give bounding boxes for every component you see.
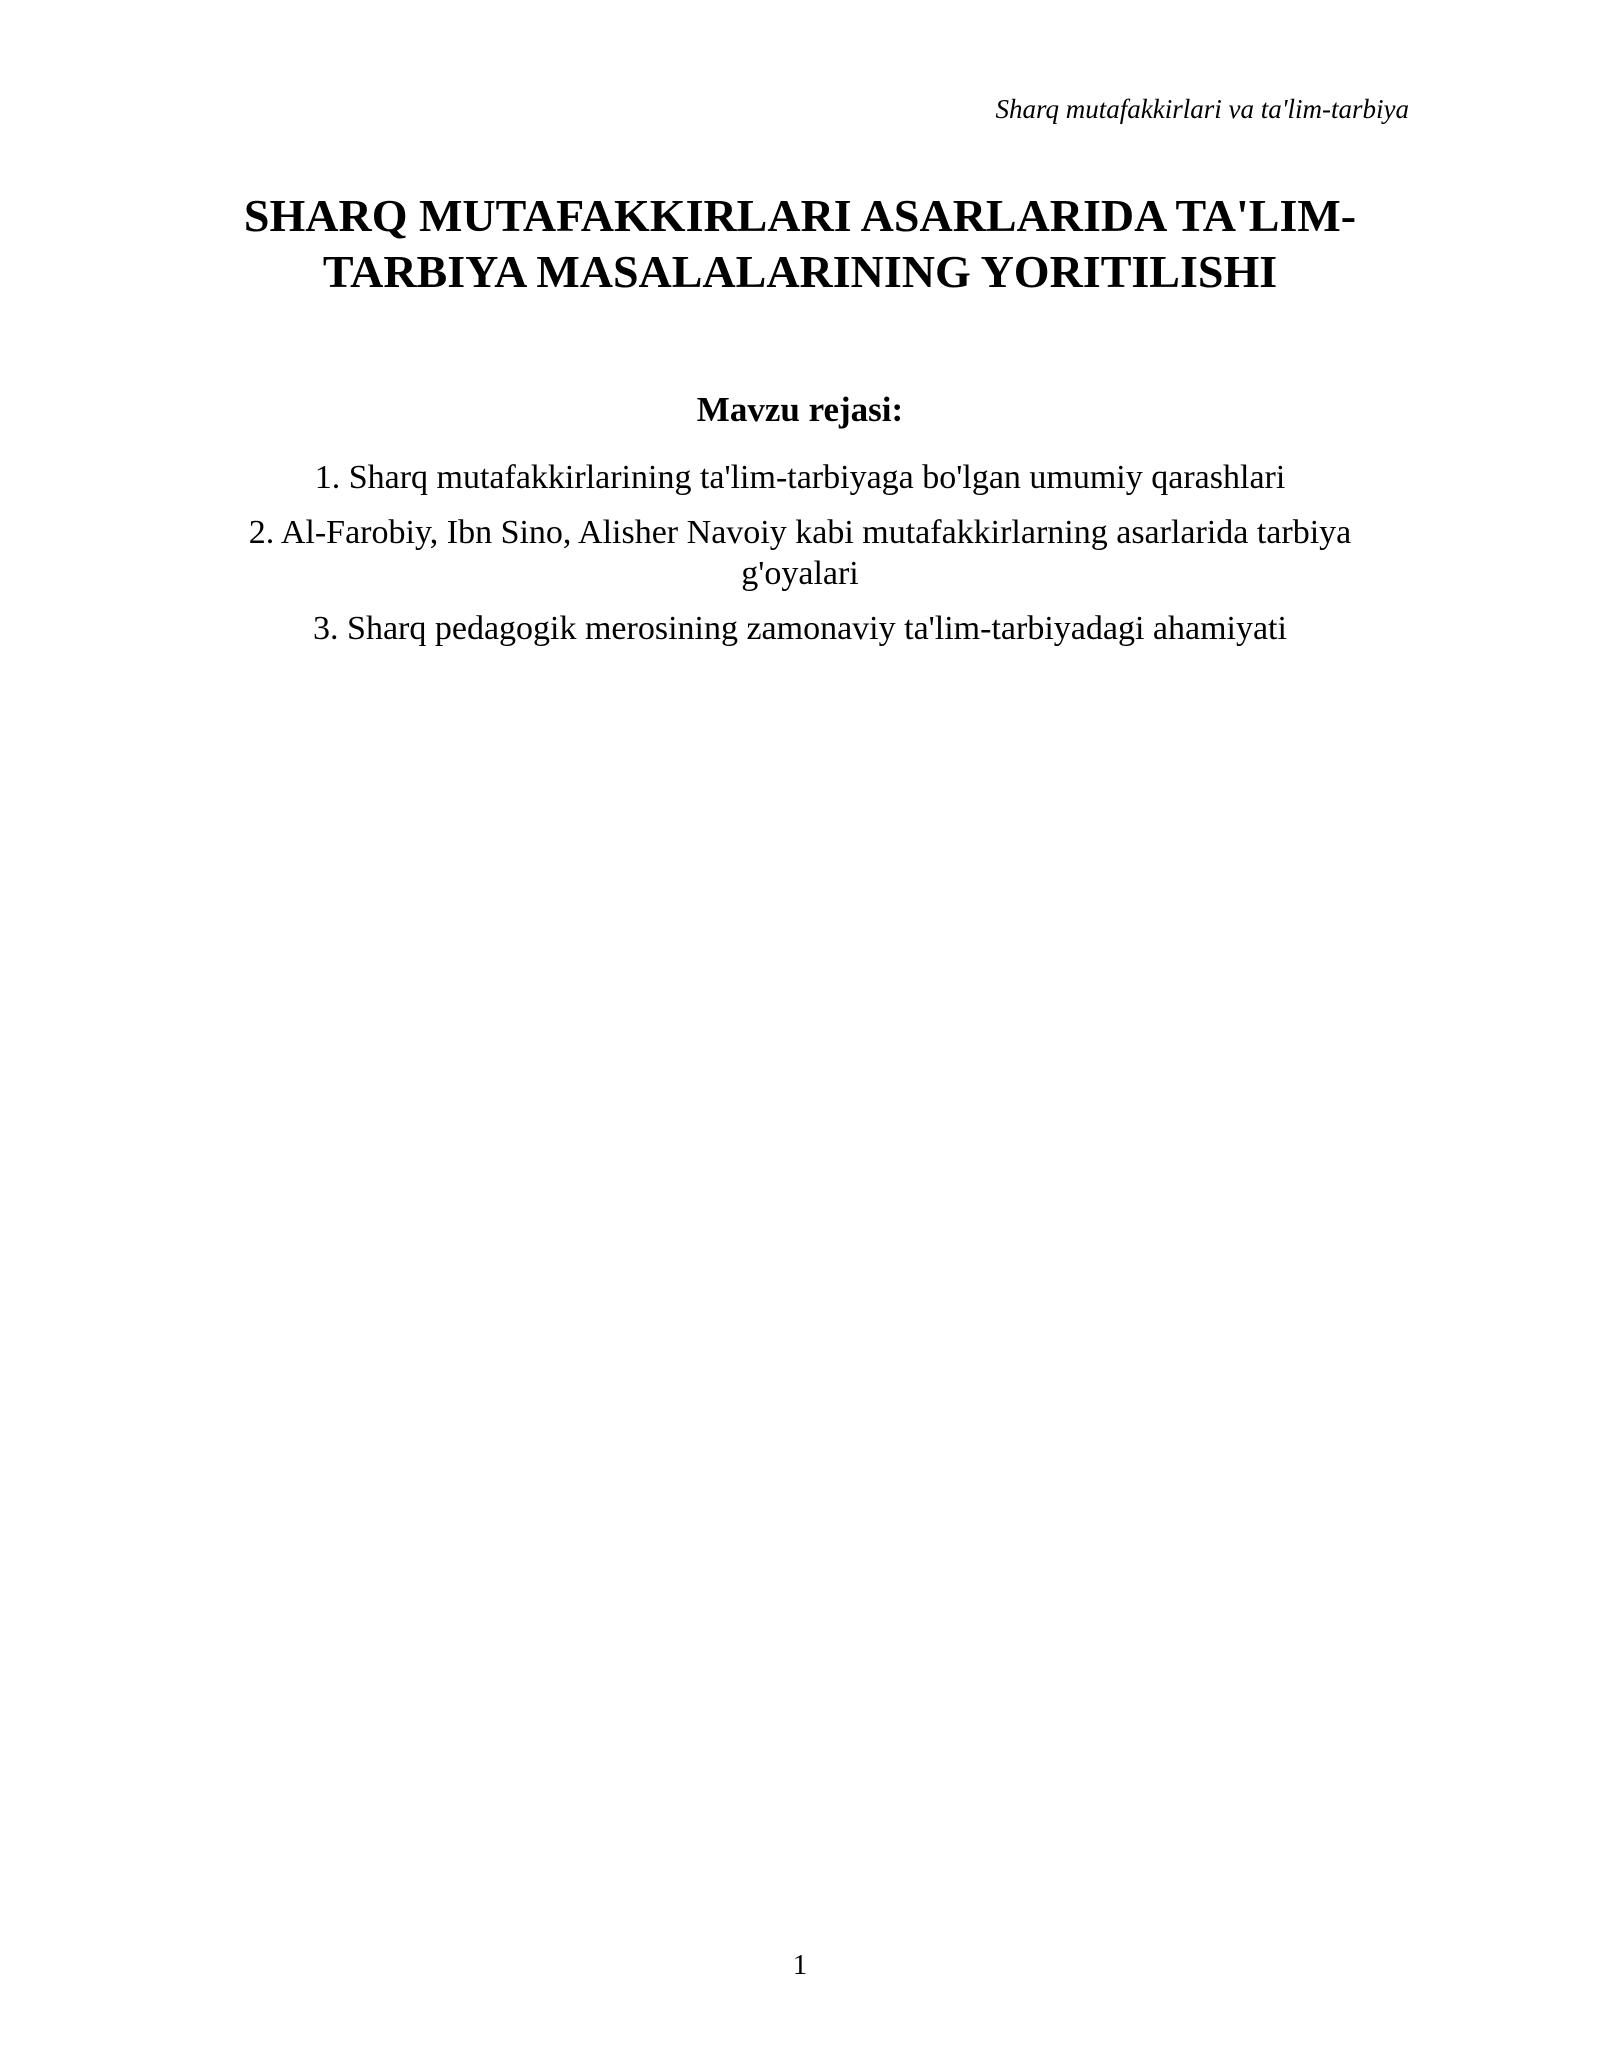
plan-item-2	[190, 512, 1410, 594]
plan-item-1: 1. Sharq mutafakkirlarining ta'lim-tarbiyaga bo'lgan umumiy qarashlari	[314, 459, 1286, 496]
plan-item-2-line-1: 2. Al-Farobiy, Ibn Sino, Alisher Navoiy kabi mutafakkirlarning asarlarida tarbiya	[248, 514, 1352, 551]
page-number: 1	[792, 1949, 808, 1981]
document-title-line-1: SHARQ MUTAFAKKIRLARI ASARLARIDA TA'LIM-	[243, 190, 1357, 241]
document-title-line-2: TARBIYA MASALALARINING YORITILISHI	[322, 246, 1278, 297]
running-header: Sharq mutafakkirlari va ta'lim-tarbiya	[995, 94, 1409, 124]
document-title	[200, 188, 1400, 300]
plan-list	[190, 457, 1410, 663]
plan-item-2-line-2: g'oyalari	[741, 555, 859, 592]
plan-heading: Mavzu rejasi:	[696, 390, 904, 429]
plan-item-3: 3. Sharq pedagogik merosining zamonaviy ta'lim-tarbiyadagi ahamiyati	[313, 610, 1287, 647]
